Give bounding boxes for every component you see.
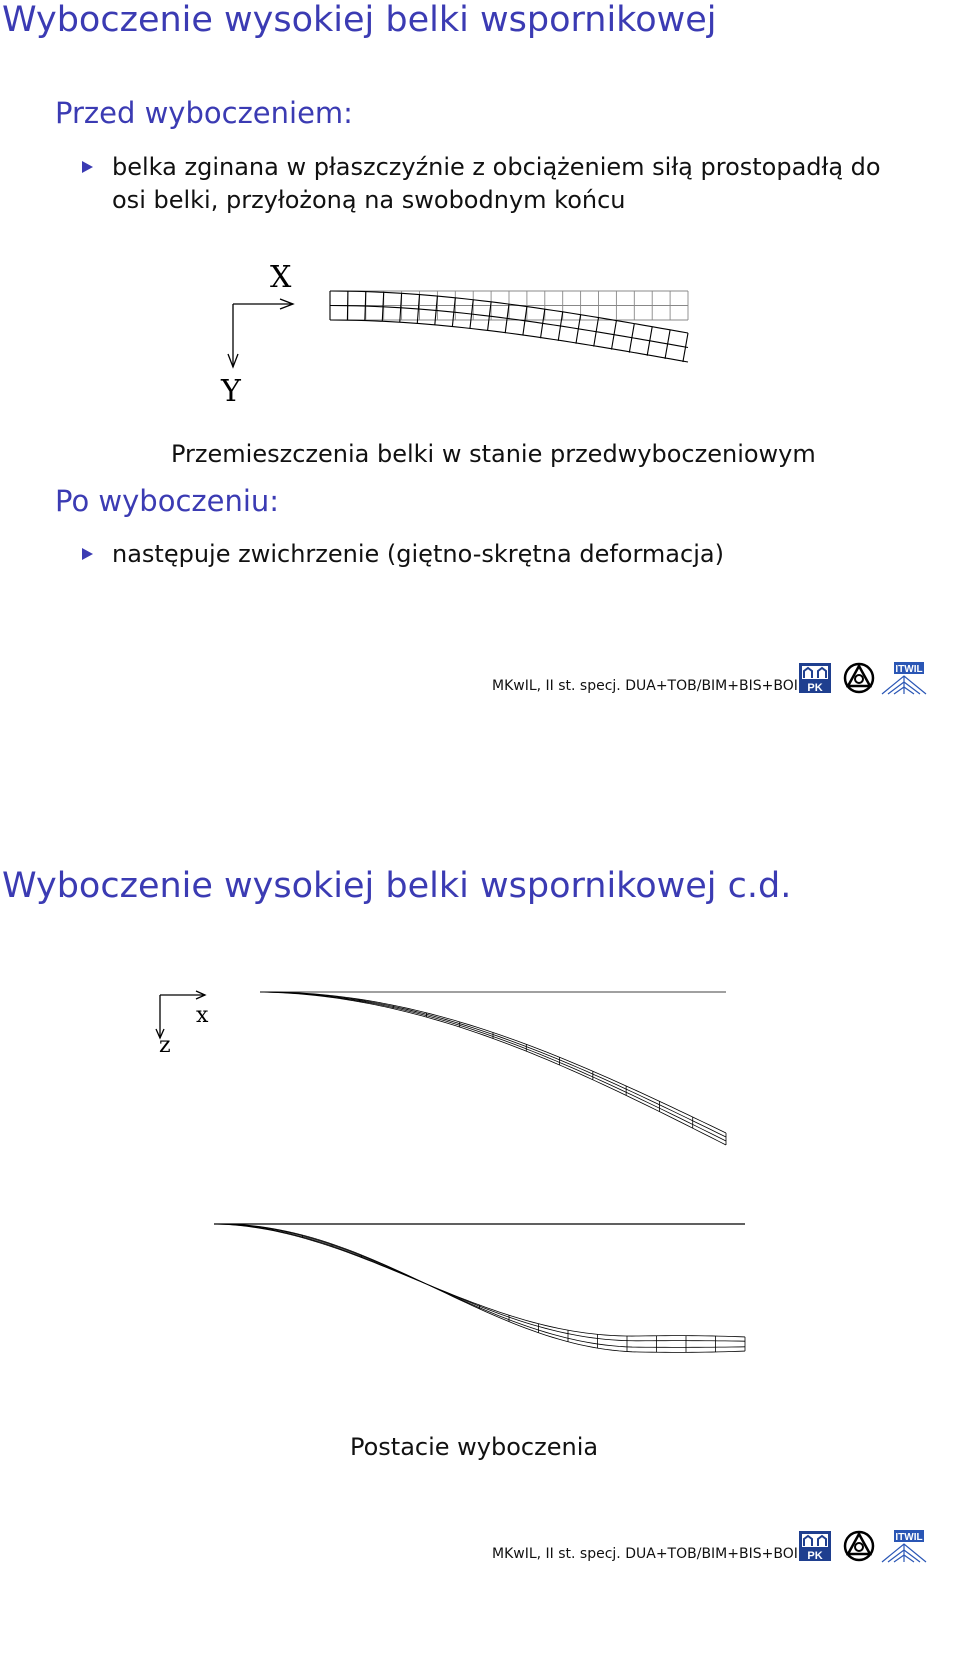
pk-university-logo-icon [798,1530,832,1562]
buckling-mode-plan-view-figure [150,980,750,1160]
svg-text:ITWIL: ITWIL [895,664,922,675]
mode-mesh-line [260,992,726,1141]
axis-system [228,299,293,367]
mode-mesh-line [214,1224,745,1341]
slide-2 [0,880,960,1670]
svg-text:ITWIL: ITWIL [895,1532,922,1543]
mode-mesh-line [214,1224,745,1352]
y-axis-label: Y [220,374,242,409]
mode-mesh-line [260,992,726,1137]
pk-university-logo-icon [798,662,832,694]
bullet-item-before [82,151,902,217]
buckling-mode-side-view-figure [200,1210,760,1370]
mode-mesh-line [214,1224,745,1337]
bullet-triangle-icon [82,161,93,173]
mode-mesh-line [260,992,726,1133]
bullet-item-after [82,538,902,571]
figure-caption: Postacie wyboczenia [350,1433,598,1461]
slide-title: Wyboczenie wysokiej belki wspornikowej [2,0,717,40]
slide-footer [480,1530,960,1570]
mode-mesh-line [214,1224,745,1347]
buckled-beam-mesh [260,992,726,1145]
z-axis-label: z [159,1033,171,1058]
x-axis-label: x [196,1003,209,1028]
bullet-triangle-icon [82,548,93,560]
faculty-emblem-icon [842,1530,876,1562]
pre-buckling-displacement-figure [200,255,720,415]
before-buckling-heading: Przed wyboczeniem: [55,96,353,130]
slide-footer [480,662,960,702]
footer-course-text: MKwIL, II st. specj. DUA+TOB/BIM+BIS+BOI [492,678,798,694]
bullet-text: belka zginana w płaszczyźnie z obciążeniem siłą prostopadłą do osi belki, przyłożoną na swobodnym końcu [112,151,902,217]
svg-text:PK: PK [807,682,822,694]
mode-mesh-line [260,992,726,1145]
svg-text:PK: PK [807,1550,822,1562]
footer-course-text: MKwIL, II st. specj. DUA+TOB/BIM+BIS+BOI [492,1546,798,1562]
figure-caption: Przemieszczenia belki w stanie przedwyboczeniowym [171,440,816,468]
bullet-text: następuje zwichrzenie (giętno-skrętna deformacja) [112,538,902,571]
itwil-logo-icon [880,1530,928,1564]
after-buckling-heading: Po wyboczeniu: [55,484,279,518]
itwil-logo-icon [880,662,928,696]
faculty-emblem-icon [842,662,876,694]
twisted-beam-mesh [214,1224,745,1352]
slide-title: Wyboczenie wysokiej belki wspornikowej c.d. [2,866,791,906]
slide-1 [0,0,960,790]
x-axis-label: X [270,260,292,295]
